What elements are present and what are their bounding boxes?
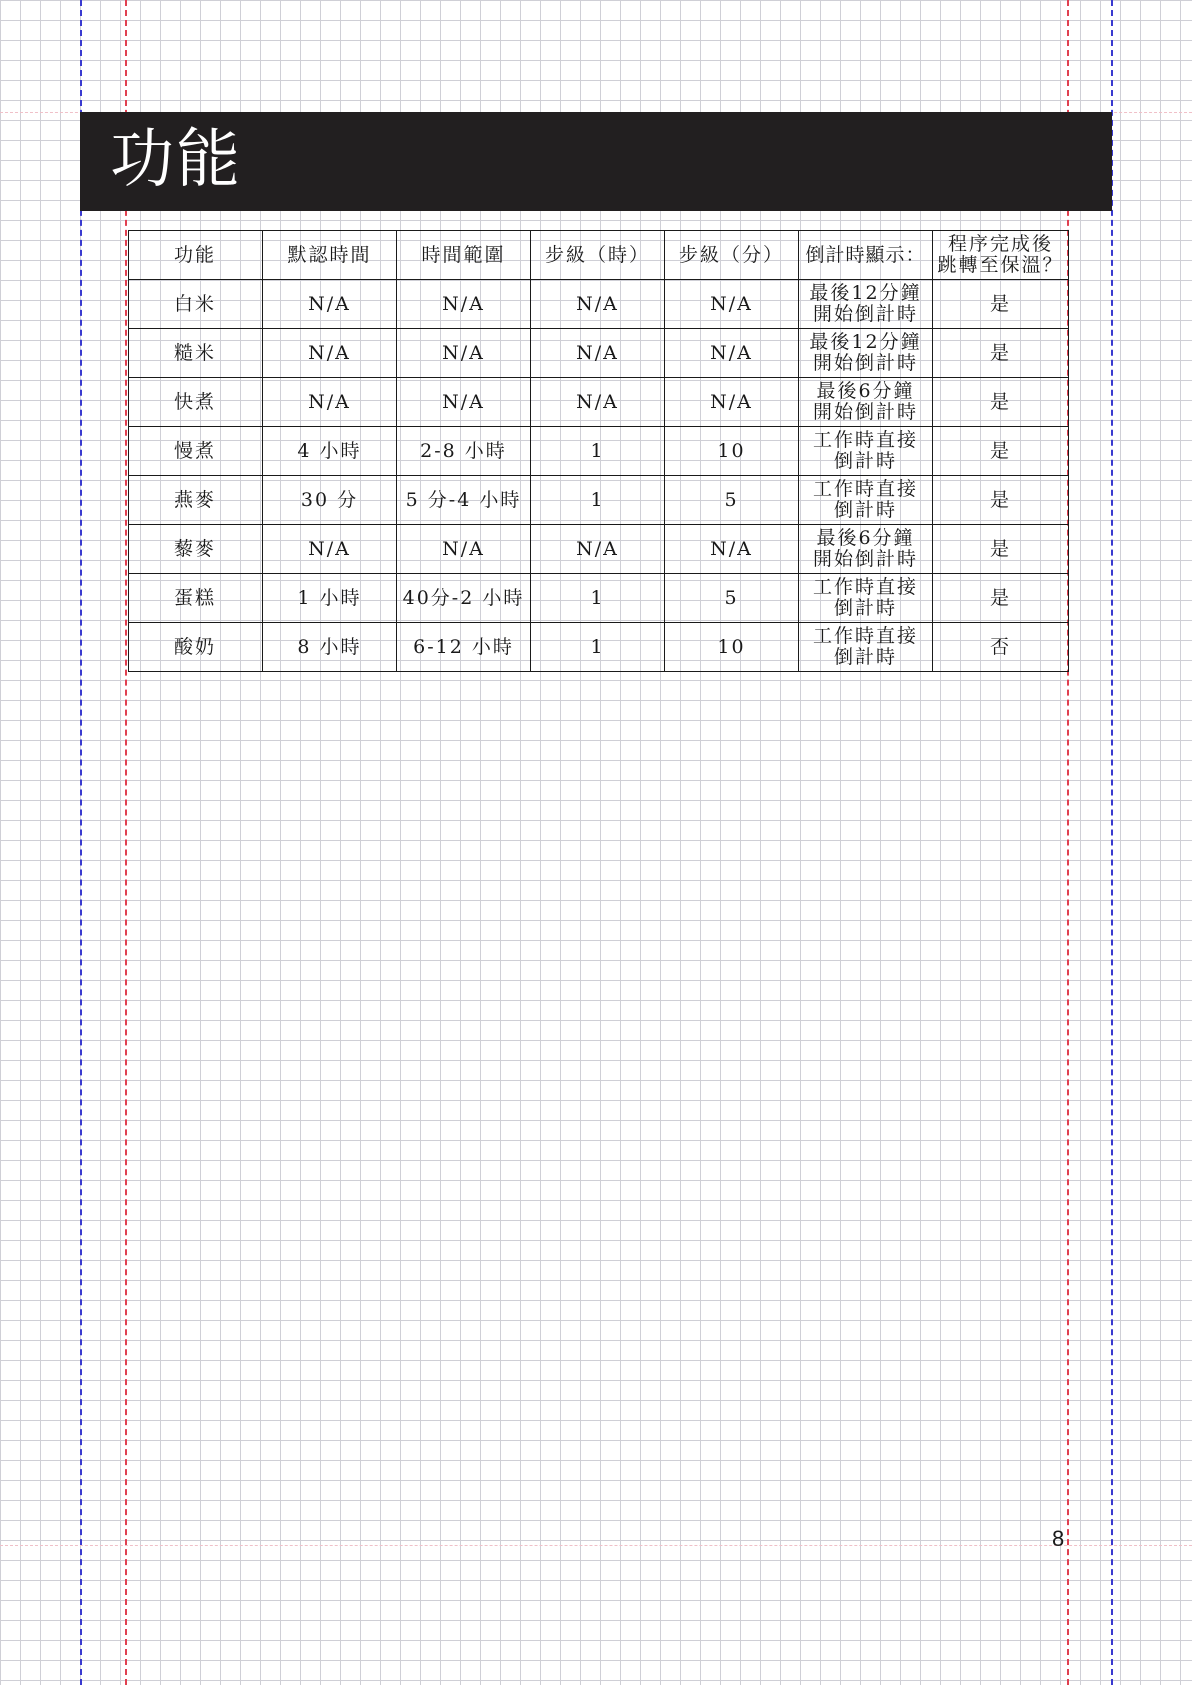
cell-time-range: N/A (397, 280, 531, 329)
countdown-line1: 工作時直接 (812, 576, 918, 598)
cell-time-range: N/A (397, 378, 531, 427)
cell-keep-warm: 是 (933, 280, 1069, 329)
cell-keep-warm: 是 (933, 476, 1069, 525)
countdown-line2: 倒計時 (833, 499, 897, 521)
header-keep-warm-line2: 跳轉至保溫？ (937, 254, 1064, 276)
cell-keep-warm: 是 (933, 329, 1069, 378)
table-header-row (129, 231, 1069, 280)
cell-keep-warm: 是 (933, 378, 1069, 427)
table-row (129, 427, 1069, 476)
cell-countdown-display (799, 623, 933, 672)
cell-countdown-display (799, 329, 933, 378)
cell-function: 糙米 (129, 329, 263, 378)
cell-countdown-display (799, 525, 933, 574)
cell-step-minute: 10 (665, 623, 799, 672)
cell-step-hour: N/A (531, 329, 665, 378)
cell-keep-warm: 是 (933, 574, 1069, 623)
cell-time-range: 40分-2 小時 (397, 574, 531, 623)
header-time-range: 時間範圍 (397, 231, 531, 280)
cell-step-minute: 5 (665, 574, 799, 623)
cell-step-minute: N/A (665, 378, 799, 427)
cell-default-time: 8 小時 (263, 623, 397, 672)
cell-step-minute: N/A (665, 329, 799, 378)
cell-function: 藜麥 (129, 525, 263, 574)
page-title: 功能 (110, 123, 242, 197)
cell-keep-warm: 否 (933, 623, 1069, 672)
countdown-line1: 工作時直接 (812, 625, 918, 647)
cell-time-range: 5 分-4 小時 (397, 476, 531, 525)
cell-default-time: N/A (263, 525, 397, 574)
cell-function: 白米 (129, 280, 263, 329)
header-keep-warm-line1: 程序完成後 (947, 233, 1053, 255)
table-row (129, 280, 1069, 329)
cell-step-hour: N/A (531, 525, 665, 574)
cell-time-range: 6-12 小時 (397, 623, 531, 672)
cell-step-minute: 10 (665, 427, 799, 476)
cell-step-minute: N/A (665, 280, 799, 329)
cell-countdown-display (799, 280, 933, 329)
table-row (129, 574, 1069, 623)
table-row (129, 329, 1069, 378)
header-keep-warm (933, 231, 1069, 280)
margin-guide-left-outer (80, 0, 82, 1685)
bleed-guide-bottom (0, 1545, 1192, 1546)
table-row (129, 378, 1069, 427)
cell-keep-warm: 是 (933, 525, 1069, 574)
cell-time-range: N/A (397, 329, 531, 378)
margin-guide-right-outer (1111, 0, 1113, 1685)
cell-step-minute: N/A (665, 525, 799, 574)
cell-step-hour: 1 (531, 476, 665, 525)
cell-step-hour: 1 (531, 574, 665, 623)
cell-countdown-display (799, 378, 933, 427)
countdown-line2: 開始倒計時 (812, 352, 918, 374)
countdown-line2: 倒計時 (833, 450, 897, 472)
cell-default-time: N/A (263, 280, 397, 329)
cell-step-minute: 5 (665, 476, 799, 525)
header-function: 功能 (129, 231, 263, 280)
cell-countdown-display (799, 574, 933, 623)
cell-default-time: 30 分 (263, 476, 397, 525)
functions-table (128, 230, 1069, 672)
cell-countdown-display (799, 427, 933, 476)
cell-function: 快煮 (129, 378, 263, 427)
table-row (129, 476, 1069, 525)
countdown-line1: 最後12分鐘 (809, 331, 922, 353)
header-countdown-display: 倒計時顯示： (799, 231, 933, 280)
countdown-line2: 開始倒計時 (812, 401, 918, 423)
countdown-line2: 倒計時 (833, 646, 897, 668)
cell-function: 酸奶 (129, 623, 263, 672)
table-row (129, 525, 1069, 574)
cell-step-hour: N/A (531, 280, 665, 329)
cell-step-hour: 1 (531, 623, 665, 672)
cell-default-time: 4 小時 (263, 427, 397, 476)
cell-step-hour: 1 (531, 427, 665, 476)
countdown-line1: 最後12分鐘 (809, 282, 922, 304)
countdown-line1: 最後6分鐘 (816, 380, 915, 402)
cell-default-time: N/A (263, 329, 397, 378)
margin-guide-left-inner (125, 0, 127, 1685)
cell-step-hour: N/A (531, 378, 665, 427)
countdown-line2: 開始倒計時 (812, 303, 918, 325)
cell-countdown-display (799, 476, 933, 525)
table-row (129, 623, 1069, 672)
cell-default-time: N/A (263, 378, 397, 427)
cell-function: 燕麥 (129, 476, 263, 525)
page-number: 8 (1052, 1526, 1065, 1551)
cell-function: 慢煮 (129, 427, 263, 476)
countdown-line2: 開始倒計時 (812, 548, 918, 570)
cell-default-time: 1 小時 (263, 574, 397, 623)
header-step-minute: 步級（分） (665, 231, 799, 280)
countdown-line2: 倒計時 (833, 597, 897, 619)
countdown-line1: 工作時直接 (812, 429, 918, 451)
header-step-hour: 步級（時） (531, 231, 665, 280)
cell-time-range: N/A (397, 525, 531, 574)
header-default-time: 默認時間 (263, 231, 397, 280)
cell-function: 蛋糕 (129, 574, 263, 623)
countdown-line1: 工作時直接 (812, 478, 918, 500)
cell-time-range: 2-8 小時 (397, 427, 531, 476)
countdown-line1: 最後6分鐘 (816, 527, 915, 549)
cell-keep-warm: 是 (933, 427, 1069, 476)
